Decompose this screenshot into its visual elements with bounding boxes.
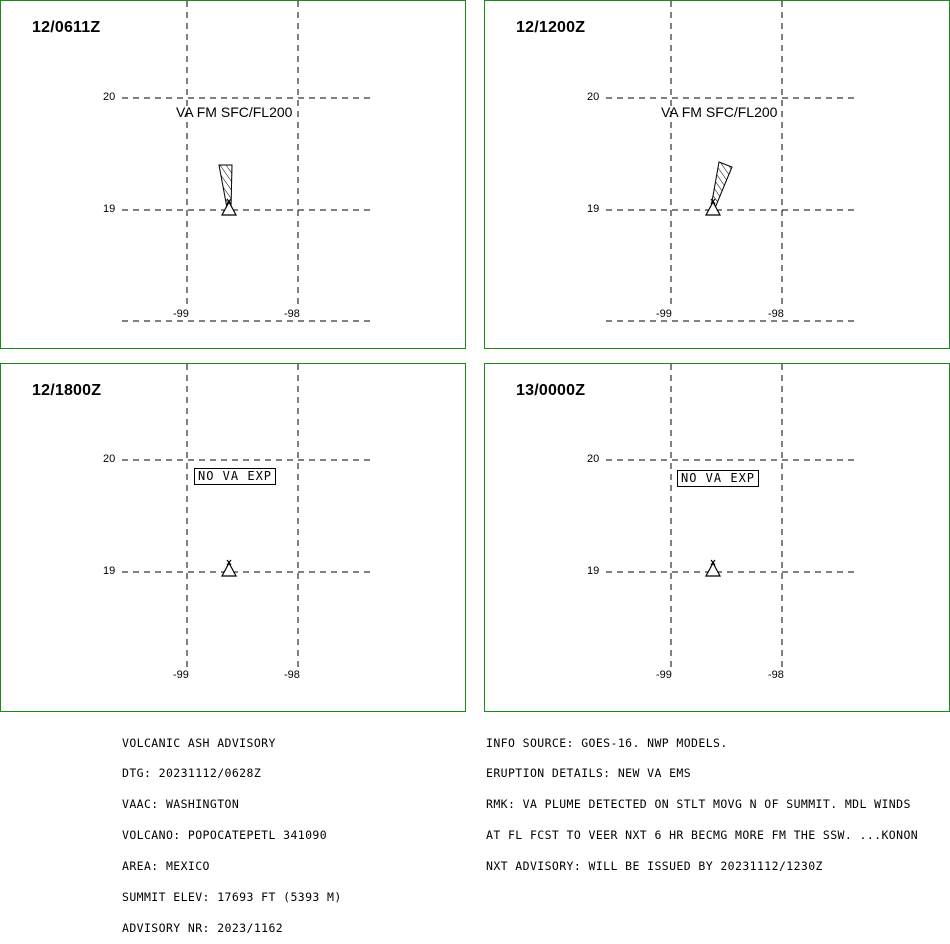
advisory-info-left bbox=[122, 717, 342, 944]
lon-label-99: -99 bbox=[656, 669, 672, 681]
no-va-expected-box-4: NO VA EXP bbox=[677, 470, 759, 487]
lat-label-19: 19 bbox=[587, 203, 600, 215]
advisory-summit-elev: SUMMIT ELEV: 17693 FT (5393 M) bbox=[122, 890, 342, 905]
volcano-icon-1 bbox=[222, 199, 236, 215]
advisory-number: ADVISORY NR: 2023/1162 bbox=[122, 920, 284, 935]
forecast-panel-2 bbox=[484, 0, 950, 349]
advisory-remarks-2: AT FL FCST TO VEER NXT 6 HR BECMG MORE FM THE SSW. ...KONON bbox=[486, 828, 919, 843]
lat-label-20: 20 bbox=[587, 91, 600, 103]
lon-label-98: -98 bbox=[284, 669, 300, 681]
panel-time-4: 13/0000Z bbox=[516, 382, 586, 399]
lon-label-99: -99 bbox=[173, 669, 189, 681]
advisory-next: NXT ADVISORY: WILL BE ISSUED BY 20231112/1230Z bbox=[486, 859, 823, 874]
lat-label-19: 19 bbox=[103, 203, 116, 215]
forecast-panel-4 bbox=[484, 363, 950, 712]
lat-label-20: 20 bbox=[103, 91, 116, 103]
forecast-panel-3 bbox=[0, 363, 466, 712]
lat-label-19: 19 bbox=[103, 565, 116, 577]
lat-label-20: 20 bbox=[587, 453, 600, 465]
advisory-info-right bbox=[486, 717, 918, 882]
lat-label-19: 19 bbox=[587, 565, 600, 577]
lon-label-99: -99 bbox=[173, 308, 189, 320]
advisory-remarks-1: RMK: VA PLUME DETECTED ON STLT MOVG N OF SUMMIT. MDL WINDS bbox=[486, 797, 911, 812]
ash-plume-1 bbox=[219, 165, 232, 208]
volcano-icon-3 bbox=[222, 560, 236, 576]
advisory-dtg: DTG: 20231112/0628Z bbox=[122, 766, 262, 781]
lon-label-99: -99 bbox=[656, 308, 672, 320]
advisory-title: VOLCANIC ASH ADVISORY bbox=[122, 735, 276, 750]
va-level-text-1: VA FM SFC/FL200 bbox=[176, 104, 293, 120]
va-level-text-2: VA FM SFC/FL200 bbox=[661, 104, 778, 120]
advisory-vaac: VAAC: WASHINGTON bbox=[122, 797, 240, 812]
no-va-expected-box-3: NO VA EXP bbox=[194, 468, 276, 485]
lon-label-98: -98 bbox=[768, 308, 784, 320]
volcano-icon-4 bbox=[706, 560, 720, 576]
panel-time-1: 12/0611Z bbox=[32, 19, 101, 36]
map-grid-3 bbox=[1, 364, 466, 712]
forecast-panel-1 bbox=[0, 0, 466, 349]
advisory-eruption-details: ERUPTION DETAILS: NEW VA EMS bbox=[486, 766, 692, 781]
map-grid-4 bbox=[485, 364, 950, 712]
panel-time-3: 12/1800Z bbox=[32, 382, 102, 399]
advisory-info-source: INFO SOURCE: GOES-16. NWP MODELS. bbox=[486, 735, 728, 750]
advisory-area: AREA: MEXICO bbox=[122, 859, 210, 874]
lon-label-98: -98 bbox=[284, 308, 300, 320]
lat-label-20: 20 bbox=[103, 453, 116, 465]
map-grid-2 bbox=[485, 1, 950, 349]
map-grid-1 bbox=[1, 1, 466, 349]
ash-plume-2 bbox=[711, 162, 732, 208]
panel-time-2: 12/1200Z bbox=[516, 19, 586, 36]
lon-label-98: -98 bbox=[768, 669, 784, 681]
advisory-volcano: VOLCANO: POPOCATEPETL 341090 bbox=[122, 828, 328, 843]
